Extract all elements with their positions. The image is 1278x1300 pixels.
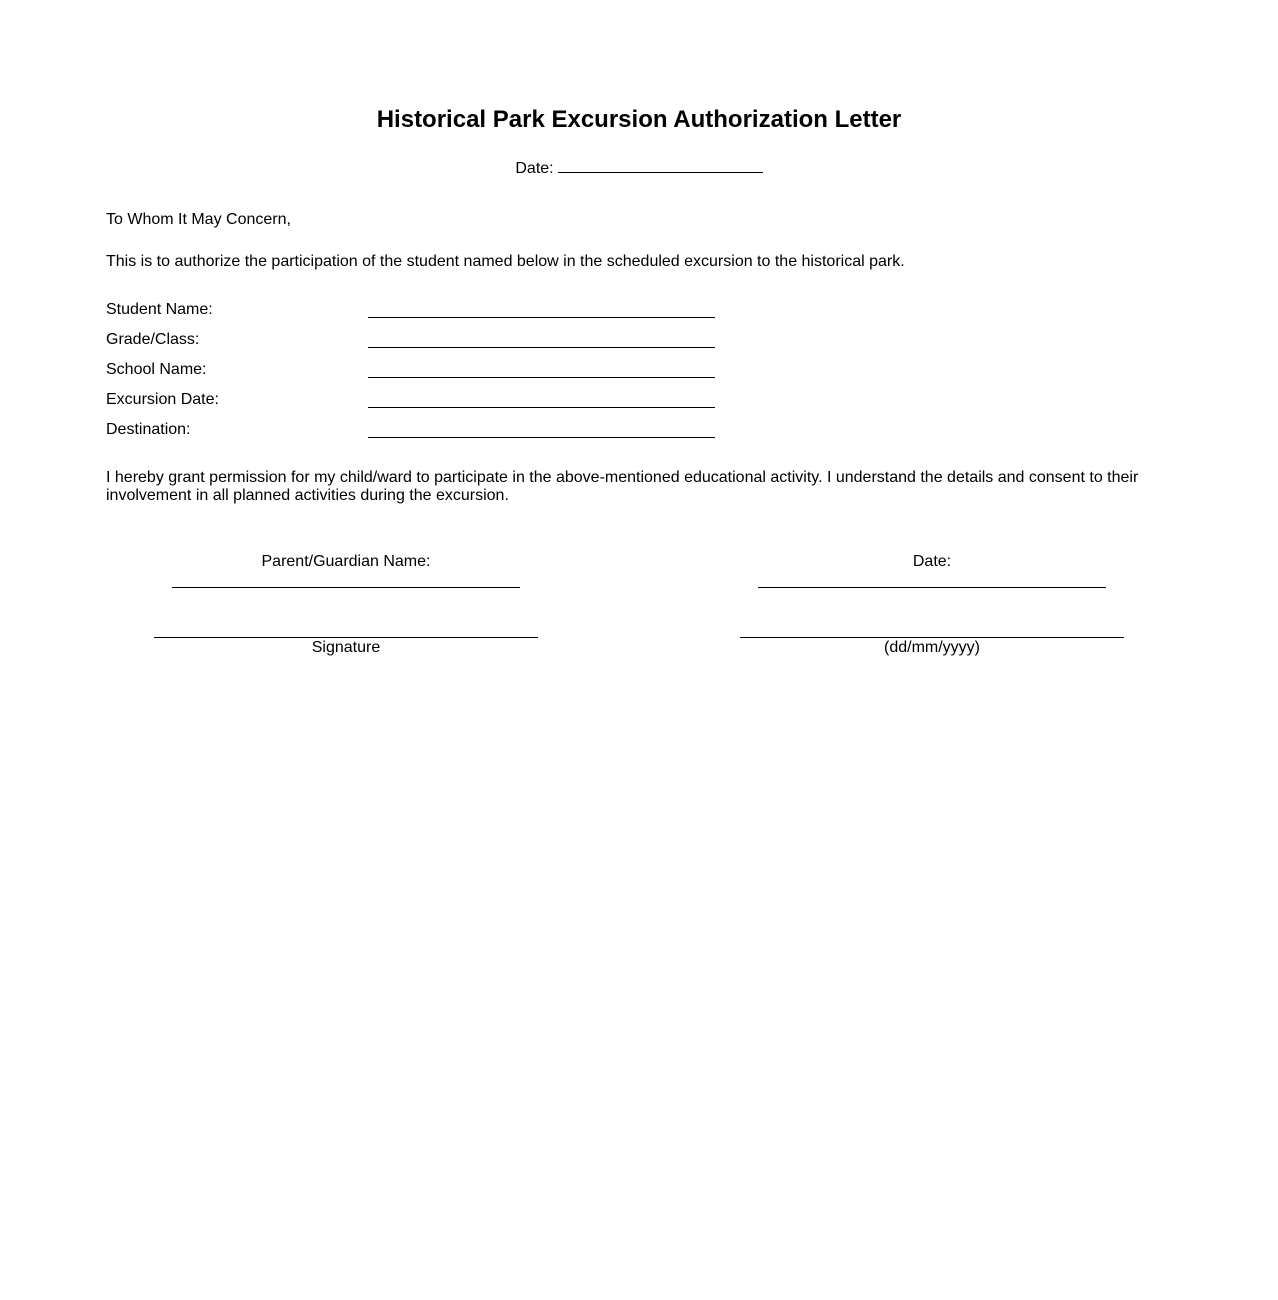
field-label: School Name: <box>106 361 207 378</box>
date-blank-line[interactable] <box>558 157 763 173</box>
grade-class-line[interactable] <box>368 347 715 348</box>
signature-caption: Signature <box>311 639 381 656</box>
field-school-name <box>106 360 726 390</box>
field-label: Student Name: <box>106 301 213 318</box>
field-label: Grade/Class: <box>106 331 200 348</box>
field-grade-class <box>106 330 726 360</box>
date-format-caption: (dd/mm/yyyy) <box>884 639 980 656</box>
parent-name-label: Parent/Guardian Name: <box>261 553 431 570</box>
parent-signature-block <box>154 552 538 662</box>
field-student-name <box>106 300 726 330</box>
destination-line[interactable] <box>368 437 715 438</box>
date-format-line[interactable] <box>740 637 1124 638</box>
date-signature-block <box>740 552 1124 662</box>
consent-paragraph: I hereby grant permission for my child/ward to participate in the above-mentioned educational activity. I understand the details and consent to their involvement in all planned activities during the excursion. <box>106 469 1139 504</box>
student-fields <box>106 300 726 450</box>
intro-paragraph: This is to authorize the participation of the student named below in the scheduled excursion to the historical park. <box>106 253 905 270</box>
signature-date-line[interactable] <box>758 587 1106 588</box>
field-destination <box>106 420 726 450</box>
school-name-line[interactable] <box>368 377 715 378</box>
field-label: Excursion Date: <box>106 391 219 408</box>
greeting: To Whom It May Concern, <box>106 211 291 228</box>
signature-line[interactable] <box>154 637 538 638</box>
excursion-date-line[interactable] <box>368 407 715 408</box>
parent-name-line[interactable] <box>172 587 520 588</box>
signature-date-label: Date: <box>912 553 952 570</box>
field-label: Destination: <box>106 421 191 438</box>
field-excursion-date <box>106 390 726 420</box>
date-row <box>0 157 1278 179</box>
student-name-line[interactable] <box>368 317 715 318</box>
document-title: Historical Park Excursion Authorization Letter <box>376 106 902 133</box>
date-label: Date: <box>515 160 554 177</box>
